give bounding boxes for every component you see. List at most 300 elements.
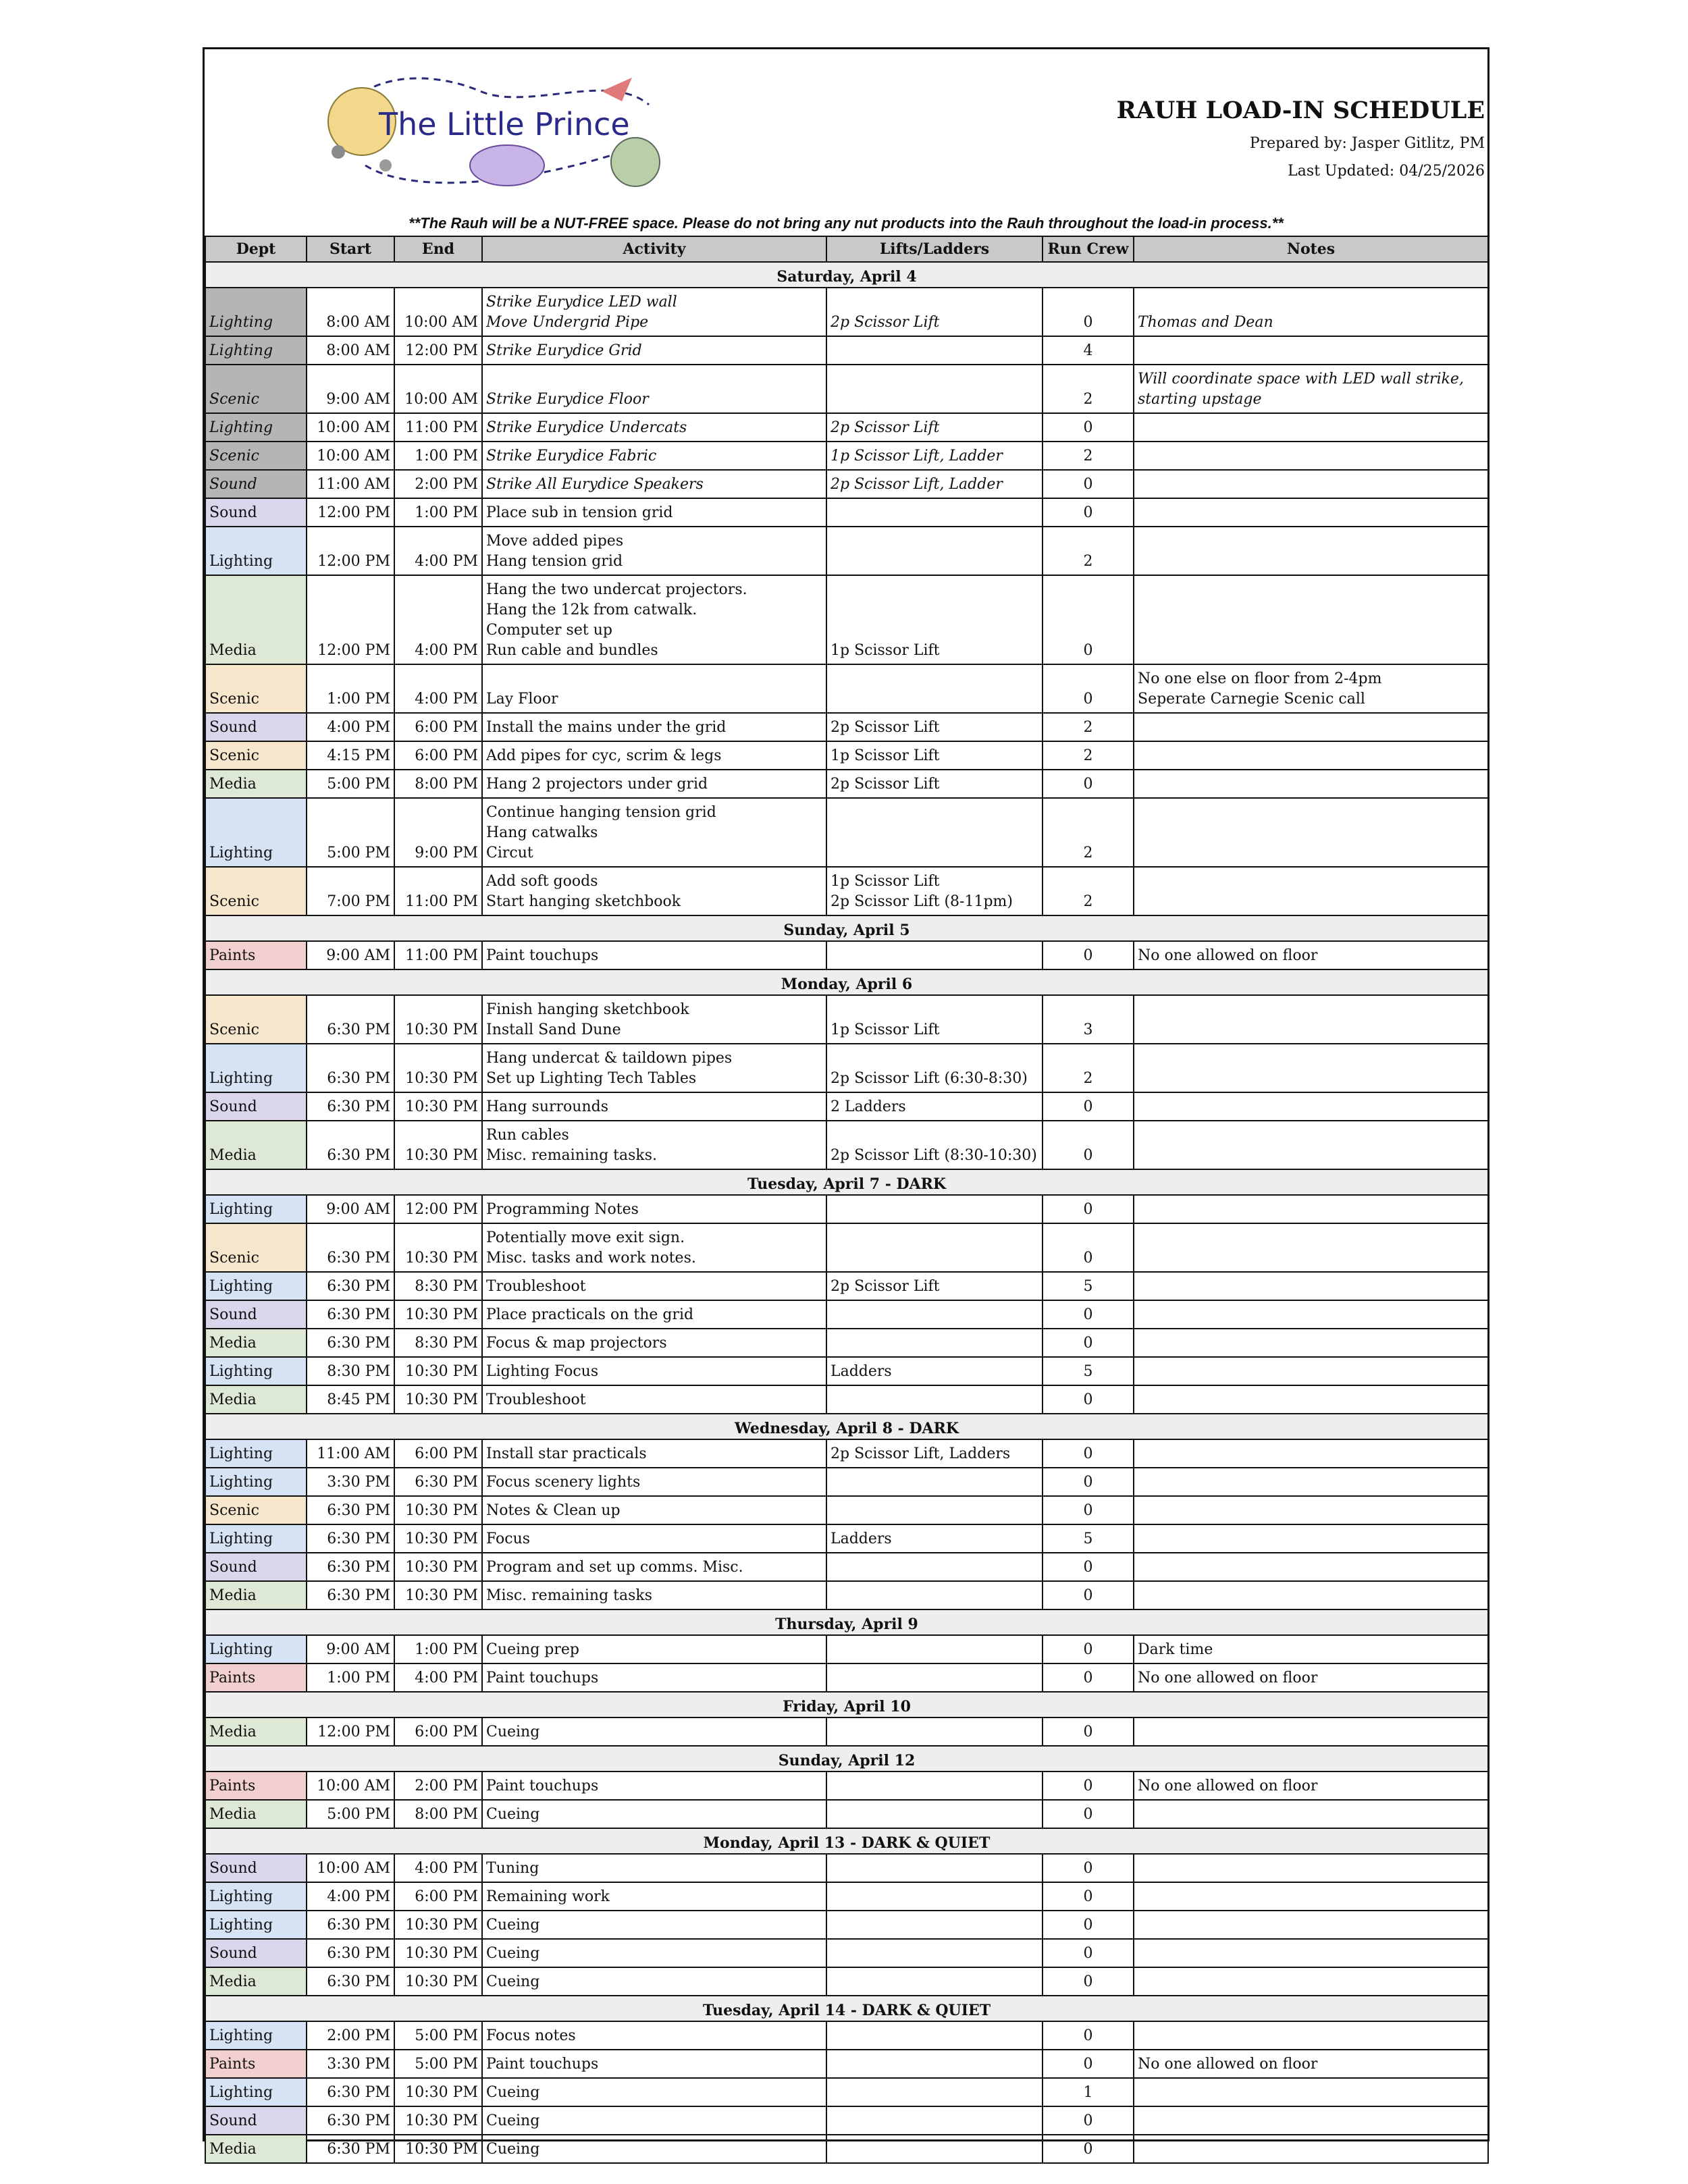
lifts-cell: 2p Scissor Lift (8:30-10:30)	[826, 1121, 1043, 1169]
dept-cell: Scenic	[205, 365, 307, 413]
notes-cell	[1134, 798, 1488, 867]
activity-line: Notes & Clean up	[486, 1502, 621, 1519]
start-time-cell: 10:00 AM	[307, 413, 394, 442]
day-header-row	[205, 262, 1488, 288]
activity-line: Paint touchups	[486, 947, 599, 964]
dept-cell: Media	[205, 1967, 307, 1996]
start-time-cell: 6:30 PM	[307, 1911, 394, 1939]
lifts-cell	[826, 1911, 1043, 1939]
run-crew-cell: 0	[1043, 1385, 1134, 1414]
table-row	[205, 2078, 1488, 2106]
activity-line: Computer set up	[486, 622, 612, 639]
run-crew-cell: 2	[1043, 527, 1134, 575]
activity-line: Troubleshoot	[486, 1278, 586, 1295]
end-time-cell: 12:00 PM	[394, 336, 482, 365]
start-time-cell: 12:00 PM	[307, 527, 394, 575]
activity-cell	[482, 1553, 826, 1581]
notes-cell	[1134, 1882, 1488, 1911]
table-row	[205, 1496, 1488, 1524]
start-time-cell: 8:00 AM	[307, 288, 394, 336]
notes-line: Dark time	[1138, 1641, 1213, 1658]
lifts-cell	[826, 498, 1043, 527]
activity-line: Focus & map projectors	[486, 1335, 667, 1352]
dept-cell: Paints	[205, 941, 307, 969]
run-crew-cell: 2	[1043, 1044, 1134, 1092]
run-crew-cell: 2	[1043, 713, 1134, 741]
lifts-cell: 2p Scissor Lift, Ladders	[826, 1439, 1043, 1468]
lifts-cell	[826, 336, 1043, 365]
dept-cell: Sound	[205, 713, 307, 741]
lifts-cell	[826, 1967, 1043, 1996]
end-time-cell: 10:30 PM	[394, 1939, 482, 1967]
activity-line: Cueing	[486, 1945, 540, 1962]
activity-cell	[482, 664, 826, 713]
col-header-start: Start	[307, 236, 394, 262]
run-crew-cell: 0	[1043, 1581, 1134, 1609]
start-time-cell: 6:30 PM	[307, 995, 394, 1044]
start-time-cell: 8:00 AM	[307, 336, 394, 365]
activity-cell	[482, 941, 826, 969]
run-crew-cell: 0	[1043, 1092, 1134, 1121]
dept-cell: Lighting	[205, 1911, 307, 1939]
table-row	[205, 867, 1488, 915]
notes-cell	[1134, 2106, 1488, 2135]
day-header-row	[205, 1169, 1488, 1195]
table-row	[205, 2050, 1488, 2078]
notes-cell	[1134, 2021, 1488, 2050]
table-row	[205, 1357, 1488, 1385]
table-row	[205, 1092, 1488, 1121]
day-header-row	[205, 1828, 1488, 1854]
activity-line: Potentially move exit sign.	[486, 1229, 685, 1246]
dept-cell: Lighting	[205, 527, 307, 575]
run-crew-cell: 0	[1043, 2050, 1134, 2078]
table-row	[205, 1635, 1488, 1663]
start-time-cell: 4:15 PM	[307, 741, 394, 770]
activity-cell	[482, 1300, 826, 1329]
activity-line: Install Sand Dune	[486, 1021, 621, 1038]
start-time-cell: 8:30 PM	[307, 1357, 394, 1385]
notes-cell	[1134, 1524, 1488, 1553]
notes-cell	[1134, 1553, 1488, 1581]
dept-cell: Paints	[205, 2050, 307, 2078]
table-row	[205, 941, 1488, 969]
activity-cell	[482, 470, 826, 498]
end-time-cell: 4:00 PM	[394, 1854, 482, 1882]
lifts-cell	[826, 867, 1043, 915]
activity-cell	[482, 2078, 826, 2106]
dept-cell: Media	[205, 1717, 307, 1746]
activity-line: Cueing	[486, 1917, 540, 1934]
notes-cell	[1134, 1272, 1488, 1300]
activity-cell	[482, 1663, 826, 1692]
dept-cell: Lighting	[205, 2021, 307, 2050]
activity-line: Hang tension grid	[486, 553, 623, 570]
day-label: Wednesday, April 8 - DARK	[205, 1414, 1488, 1439]
activity-cell	[482, 1439, 826, 1468]
table-row	[205, 2106, 1488, 2135]
table-row	[205, 1911, 1488, 1939]
table-row	[205, 575, 1488, 664]
lifts-cell	[826, 2021, 1043, 2050]
end-time-cell: 8:30 PM	[394, 1329, 482, 1357]
load-in-schedule-table	[205, 236, 1489, 2164]
run-crew-cell: 0	[1043, 1939, 1134, 1967]
start-time-cell: 4:00 PM	[307, 1882, 394, 1911]
day-header-row	[205, 1996, 1488, 2021]
lifts-cell	[826, 1717, 1043, 1746]
activity-line: Lighting Focus	[486, 1363, 599, 1380]
table-row	[205, 288, 1488, 336]
notes-cell	[1134, 1385, 1488, 1414]
activity-cell	[482, 1223, 826, 1272]
lifts-cell: 1p Scissor Lift, Ladder	[826, 442, 1043, 470]
activity-cell	[482, 1581, 826, 1609]
end-time-cell: 6:30 PM	[394, 1468, 482, 1496]
day-header-row	[205, 1414, 1488, 1439]
day-label: Monday, April 6	[205, 969, 1488, 995]
lifts-cell	[826, 1939, 1043, 1967]
activity-line: Focus	[486, 1530, 531, 1547]
activity-line: Start hanging sketchbook	[486, 893, 681, 910]
table-row	[205, 798, 1488, 867]
run-crew-cell: 0	[1043, 1635, 1134, 1663]
start-time-cell: 6:30 PM	[307, 1496, 394, 1524]
activity-line: Strike Eurydice Undercats	[486, 419, 687, 436]
lifts-cell: Ladders	[826, 1524, 1043, 1553]
start-time-cell: 6:30 PM	[307, 1967, 394, 1996]
run-crew-cell: 0	[1043, 288, 1134, 336]
activity-cell	[482, 1357, 826, 1385]
notes-cell	[1134, 1939, 1488, 1967]
start-time-cell: 6:30 PM	[307, 1044, 394, 1092]
day-label: Thursday, April 9	[205, 1609, 1488, 1635]
lifts-cell: Ladders	[826, 1357, 1043, 1385]
dept-cell: Sound	[205, 2106, 307, 2135]
run-crew-cell: 0	[1043, 1496, 1134, 1524]
start-time-cell: 3:30 PM	[307, 2050, 394, 2078]
table-row	[205, 365, 1488, 413]
dept-cell: Media	[205, 1800, 307, 1828]
start-time-cell: 6:30 PM	[307, 1553, 394, 1581]
run-crew-cell: 0	[1043, 1195, 1134, 1223]
activity-line: Hang catwalks	[486, 824, 598, 841]
col-header-lifts: Lifts/Ladders	[826, 236, 1043, 262]
activity-cell	[482, 527, 826, 575]
table-row	[205, 1044, 1488, 1092]
schedule-body	[205, 262, 1488, 2163]
lifts-cell	[826, 1195, 1043, 1223]
end-time-cell: 10:30 PM	[394, 1496, 482, 1524]
lifts-cell	[826, 1553, 1043, 1581]
end-time-cell: 2:00 PM	[394, 1772, 482, 1800]
activity-line: Cueing	[486, 2141, 540, 2158]
end-time-cell: 10:30 PM	[394, 1911, 482, 1939]
activity-cell	[482, 1468, 826, 1496]
run-crew-cell: 0	[1043, 664, 1134, 713]
dept-cell: Scenic	[205, 741, 307, 770]
activity-line: Paint touchups	[486, 1778, 599, 1794]
table-row	[205, 1939, 1488, 1967]
activity-cell	[482, 1854, 826, 1882]
run-crew-cell: 0	[1043, 1468, 1134, 1496]
end-time-cell: 2:00 PM	[394, 470, 482, 498]
activity-line: Move added pipes	[486, 533, 624, 550]
activity-line: Place sub in tension grid	[486, 504, 673, 521]
title-block	[1117, 97, 1485, 180]
dept-cell: Sound	[205, 498, 307, 527]
dept-cell: Scenic	[205, 442, 307, 470]
start-time-cell: 5:00 PM	[307, 770, 394, 798]
notes-line: No one allowed on floor	[1138, 2056, 1318, 2073]
col-header-dept: Dept	[205, 236, 307, 262]
dept-cell: Lighting	[205, 798, 307, 867]
table-row	[205, 1967, 1488, 1996]
run-crew-cell: 0	[1043, 2106, 1134, 2135]
table-row	[205, 336, 1488, 365]
table-row	[205, 1300, 1488, 1329]
end-time-cell: 10:30 PM	[394, 1553, 482, 1581]
activity-line: Remaining work	[486, 1888, 610, 1905]
activity-line: Add soft goods	[486, 873, 598, 890]
lifts-cell	[826, 1385, 1043, 1414]
notes-line: Will coordinate space with LED wall strike,	[1138, 371, 1464, 388]
activity-cell	[482, 1635, 826, 1663]
end-time-cell: 10:30 PM	[394, 1300, 482, 1329]
end-time-cell: 12:00 PM	[394, 1195, 482, 1223]
end-time-cell: 1:00 PM	[394, 442, 482, 470]
dept-cell: Sound	[205, 470, 307, 498]
last-updated: Last Updated: 04/25/2026	[1288, 163, 1485, 180]
notes-line: No one else on floor from 2-4pm	[1138, 670, 1382, 687]
day-label: Sunday, April 12	[205, 1746, 1488, 1772]
end-time-cell: 6:00 PM	[394, 741, 482, 770]
notes-cell	[1134, 1854, 1488, 1882]
table-row	[205, 470, 1488, 498]
col-header-crew: Run Crew	[1043, 236, 1134, 262]
start-time-cell: 9:00 AM	[307, 1195, 394, 1223]
activity-line: Program and set up comms. Misc.	[486, 1559, 743, 1576]
notes-cell	[1134, 867, 1488, 915]
activity-cell	[482, 365, 826, 413]
activity-cell	[482, 1717, 826, 1746]
notes-line: Thomas and Dean	[1138, 314, 1273, 331]
notes-cell	[1134, 288, 1488, 336]
activity-cell	[482, 770, 826, 798]
notes-line: No one allowed on floor	[1138, 947, 1318, 964]
activity-line: Strike Eurydice LED wall	[486, 294, 677, 311]
end-time-cell: 8:00 PM	[394, 1800, 482, 1828]
run-crew-cell: 0	[1043, 1772, 1134, 1800]
start-time-cell: 8:45 PM	[307, 1385, 394, 1414]
table-row	[205, 1195, 1488, 1223]
col-header-activity: Activity	[482, 236, 826, 262]
start-time-cell: 4:00 PM	[307, 713, 394, 741]
lifts-cell	[826, 1854, 1043, 1882]
notes-cell	[1134, 741, 1488, 770]
notes-cell	[1134, 442, 1488, 470]
table-row	[205, 1439, 1488, 1468]
start-time-cell: 2:00 PM	[307, 2021, 394, 2050]
run-crew-cell: 0	[1043, 1663, 1134, 1692]
start-time-cell: 6:30 PM	[307, 1524, 394, 1553]
table-row	[205, 2021, 1488, 2050]
lifts-cell	[826, 1300, 1043, 1329]
activity-line: Misc. tasks and work notes.	[486, 1250, 696, 1267]
day-header-row	[205, 1746, 1488, 1772]
start-time-cell: 3:30 PM	[307, 1468, 394, 1496]
notes-cell	[1134, 527, 1488, 575]
dept-cell: Lighting	[205, 1468, 307, 1496]
dept-cell: Lighting	[205, 288, 307, 336]
dept-cell: Scenic	[205, 867, 307, 915]
lifts-cell	[826, 1581, 1043, 1609]
start-time-cell: 11:00 AM	[307, 470, 394, 498]
notes-cell	[1134, 413, 1488, 442]
table-row	[205, 1553, 1488, 1581]
table-row	[205, 1524, 1488, 1553]
table-row	[205, 713, 1488, 741]
run-crew-cell: 0	[1043, 1911, 1134, 1939]
table-header-row	[205, 236, 1488, 262]
end-time-cell: 10:30 PM	[394, 2078, 482, 2106]
end-time-cell: 8:30 PM	[394, 1272, 482, 1300]
dept-cell: Media	[205, 770, 307, 798]
notes-cell	[1134, 2078, 1488, 2106]
notes-cell	[1134, 1223, 1488, 1272]
start-time-cell: 1:00 PM	[307, 1663, 394, 1692]
run-crew-cell: 0	[1043, 1121, 1134, 1169]
notes-cell	[1134, 1967, 1488, 1996]
notes-cell	[1134, 1772, 1488, 1800]
activity-line: Focus scenery lights	[486, 1474, 641, 1491]
activity-line: Focus notes	[486, 2027, 576, 2044]
dept-cell: Paints	[205, 1772, 307, 1800]
activity-cell	[482, 2106, 826, 2135]
end-time-cell: 6:00 PM	[394, 1439, 482, 1468]
notes-cell	[1134, 2135, 1488, 2163]
end-time-cell: 6:00 PM	[394, 1882, 482, 1911]
activity-line: Run cable and bundles	[486, 642, 658, 659]
table-row	[205, 442, 1488, 470]
lifts-cell	[826, 1882, 1043, 1911]
activity-cell	[482, 2135, 826, 2163]
dept-cell: Scenic	[205, 995, 307, 1044]
notes-cell	[1134, 1329, 1488, 1357]
day-header-row	[205, 1692, 1488, 1717]
dept-cell: Lighting	[205, 1882, 307, 1911]
run-crew-cell: 2	[1043, 741, 1134, 770]
notes-cell	[1134, 2050, 1488, 2078]
notes-cell	[1134, 713, 1488, 741]
run-crew-cell: 0	[1043, 1553, 1134, 1581]
end-time-cell: 10:30 PM	[394, 1357, 482, 1385]
col-header-end: End	[394, 236, 482, 262]
lifts-cell	[826, 1468, 1043, 1496]
end-time-cell: 10:30 PM	[394, 1223, 482, 1272]
notes-cell	[1134, 498, 1488, 527]
dept-cell: Lighting	[205, 1439, 307, 1468]
table-row	[205, 1581, 1488, 1609]
dept-cell: Sound	[205, 1553, 307, 1581]
start-time-cell: 7:00 PM	[307, 867, 394, 915]
activity-line: Hang undercat & taildown pipes	[486, 1050, 733, 1067]
start-time-cell: 1:00 PM	[307, 664, 394, 713]
notes-line: No one allowed on floor	[1138, 1670, 1318, 1686]
lifts-cell: 2p Scissor Lift	[826, 1272, 1043, 1300]
table-row	[205, 1121, 1488, 1169]
end-time-cell: 4:00 PM	[394, 1663, 482, 1692]
table-row	[205, 664, 1488, 713]
dept-cell: Lighting	[205, 413, 307, 442]
end-time-cell: 1:00 PM	[394, 1635, 482, 1663]
lifts-cell	[826, 2050, 1043, 2078]
run-crew-cell: 1	[1043, 2078, 1134, 2106]
end-time-cell: 10:30 PM	[394, 1524, 482, 1553]
activity-line: Paint touchups	[486, 2056, 599, 2073]
activity-cell	[482, 1272, 826, 1300]
activity-cell	[482, 1496, 826, 1524]
dept-cell: Lighting	[205, 1195, 307, 1223]
activity-cell	[482, 1385, 826, 1414]
activity-line: Programming Notes	[486, 1201, 639, 1218]
dept-cell: Media	[205, 575, 307, 664]
end-time-cell: 6:00 PM	[394, 1717, 482, 1746]
dept-cell: Media	[205, 1121, 307, 1169]
start-time-cell: 6:30 PM	[307, 1092, 394, 1121]
run-crew-cell: 2	[1043, 867, 1134, 915]
table-row	[205, 1385, 1488, 1414]
notes-cell	[1134, 664, 1488, 713]
activity-line: Run cables	[486, 1127, 569, 1144]
run-crew-cell: 0	[1043, 1882, 1134, 1911]
dept-cell: Lighting	[205, 1524, 307, 1553]
start-time-cell: 6:30 PM	[307, 1272, 394, 1300]
notes-cell	[1134, 1195, 1488, 1223]
notes-line: No one allowed on floor	[1138, 1778, 1318, 1794]
activity-cell	[482, 498, 826, 527]
activity-cell	[482, 995, 826, 1044]
table-row	[205, 527, 1488, 575]
logo-title: The Little Prince	[379, 106, 630, 142]
activity-line: Hang surrounds	[486, 1098, 608, 1115]
run-crew-cell: 5	[1043, 1272, 1134, 1300]
run-crew-cell: 0	[1043, 413, 1134, 442]
lifts-cell: 2p Scissor Lift	[826, 770, 1043, 798]
dept-cell: Media	[205, 1329, 307, 1357]
activity-cell	[482, 2050, 826, 2078]
dept-cell: Sound	[205, 1092, 307, 1121]
dept-cell: Media	[205, 1581, 307, 1609]
notes-cell	[1134, 1800, 1488, 1828]
end-time-cell: 11:00 PM	[394, 941, 482, 969]
end-time-cell: 10:30 PM	[394, 2106, 482, 2135]
lifts-cell	[826, 941, 1043, 969]
notes-cell	[1134, 1468, 1488, 1496]
day-header-row	[205, 969, 1488, 995]
activity-line: Hang the two undercat projectors.	[486, 581, 747, 598]
day-label: Monday, April 13 - DARK & QUIET	[205, 1828, 1488, 1854]
lifts-cell	[826, 365, 1043, 413]
start-time-cell: 9:00 AM	[307, 941, 394, 969]
activity-cell	[482, 2021, 826, 2050]
table-row	[205, 1272, 1488, 1300]
table-row	[205, 1854, 1488, 1882]
lifts-cell: 2p Scissor Lift	[826, 413, 1043, 442]
run-crew-cell: 0	[1043, 1854, 1134, 1882]
activity-line: Strike Eurydice Grid	[486, 342, 642, 359]
run-crew-cell: 4	[1043, 336, 1134, 365]
